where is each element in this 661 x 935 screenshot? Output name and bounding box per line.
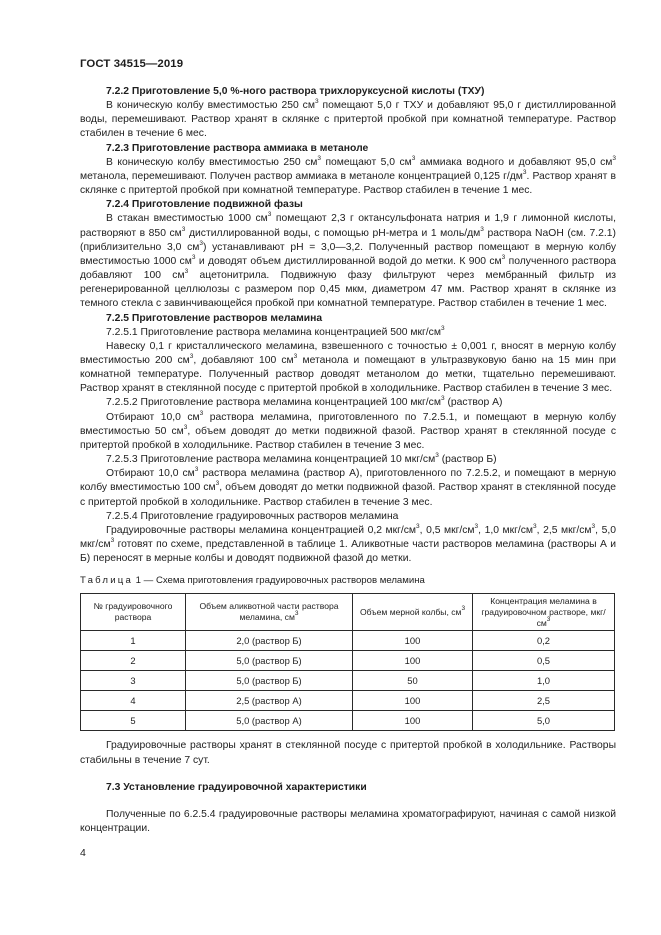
table-header-row [81, 594, 615, 631]
cell-flask: 100 [353, 711, 473, 731]
after-table-text: Градуировочные растворы хранят в стеклянной посуде с притертой пробкой в холодильнике. Растворы стабильны в течение 7 сут. [80, 740, 616, 766]
section-7-2-5-4-text: Градуировочные растворы меламина концентрацией 0,2 мкг/$см^3$, 0,5 мкг/$см^3$, 1,0 мкг/$см^3$, 2,5 мкг/$см^3$, 5,0 мкг/$см^3$ готовят по схеме, представленной в таблице 1. Аликвотные части растворов меламина (растворы А и Б) переносят в мерные колбы и доводят подвижной фазой до метки. [80, 522, 616, 565]
cell-aliquot: 5,0 (раствор Б) [186, 651, 353, 671]
cell-number: 3 [81, 671, 186, 691]
header-solution-number: № градуировочного раствора [81, 594, 186, 631]
cell-concentration: 2,5 [473, 691, 615, 711]
section-7-2-3-text: В коническую колбу вместимостью 250 $см^3$ помещают 5,0 $см^3$ аммиака водного и добавляют 95,0 $см^3$ метанола, перемешивают. Получен раствор аммиака в метаноле концентрацией 0,125 $г/дм^3$. Раствор хранят в склянке с притертой пробкой при комнатной температуре. Раствор стабилен в течение 1 мес. [80, 154, 616, 197]
cell-aliquot: 2,5 (раствор А) [186, 691, 353, 711]
section-7-2-5-2-text: Отбирают 10,0 $см^3$ раствора меламина, приготовленного по 7.2.5.1, и помещают в мерную колбу вместимостью 50 $см^3$, объем доводят до метки подвижной фазой. Раствор хранят в стеклянной посуде с притертой пробкой в холодильнике. Раствор стабилен в течение 3 мес. [80, 409, 617, 451]
cell-aliquot: 5,0 (раствор А) [186, 711, 353, 731]
section-7-2-5-1-title: 7.2.5.1 Приготовление раствора меламина концентрацией 500 мкг/$см^3$ [106, 324, 445, 338]
document-body [80, 85, 616, 836]
cell-number: 5 [81, 711, 186, 731]
section-7-2-5-1-text: Навеску 0,1 г кристаллического меламина, взвешенного с точностью ± 0,001 г, вносят в мерную колбу вместимостью 200 $см^3$, добавляют 100 $см^3$ метанола и помещают в ультразвуковую баню на 15 мин при комнатной температуре. Полученный раствор доводят метанолом до метки, тщательно перемешивают. Раствор хранят в стеклянной посуде с притертой пробкой в холодильнике. Раствор стабилен в течение 3 мес. [80, 340, 616, 395]
section-7-2-5-3-text: Отбирают 10,0 $см^3$ раствора меламина (раствор А), приготовленного по 7.2.5.2, и помещают в мерную колбу вместимостью 100 $см^3$, объем доводят до метки подвижной фазой. Раствор хранят в стеклянной посуде с притертой пробкой в холодильнике. Раствор стабилен в течение 3 мес. [80, 466, 616, 508]
table-row [81, 651, 615, 671]
table-row [81, 711, 615, 731]
cell-aliquot: 5,0 (раствор Б) [186, 671, 353, 691]
header-concentration: Концентрация меламина в градуировочном растворе, мкг/$см^3$ [473, 594, 615, 631]
cell-flask: 100 [353, 631, 473, 651]
cell-concentration: 1,0 [473, 671, 615, 691]
cell-number: 4 [81, 691, 186, 711]
section-7-2-2-text: В коническую колбу вместимостью 250 $см^3$ помещают 5,0 г ТХУ и добавляют 95,0 г дистиллированной воды, перемешивают. Раствор хранят в склянке с притертой пробкой при комнатной температуре. Раствор стабилен в течение 6 мес. [80, 98, 616, 140]
cell-aliquot: 2,0 (раствор Б) [186, 631, 353, 651]
section-7-2-5-2-title: 7.2.5.2 Приготовление раствора меламина концентрацией 100 мкг/$см^3$ (раствор А) [106, 395, 503, 409]
cell-number: 2 [81, 651, 186, 671]
table-caption: Таблица 1 — Схема приготовления градуировочных растворов меламина [80, 575, 425, 587]
section-7-2-4-heading: 7.2.4 Приготовление подвижной фазы [106, 199, 303, 211]
calibration-table [80, 593, 615, 731]
section-7-3-text: Полученные по 6.2.5.4 градуировочные растворы меламина хроматографируют, начиная с самой низкой концентрации. [80, 808, 616, 835]
section-7-2-2-heading: 7.2.2 Приготовление 5,0 %-ного раствора трихлоруксусной кислоты (ТХУ) [106, 86, 485, 97]
cell-concentration: 5,0 [473, 711, 615, 731]
table-row [81, 671, 615, 691]
cell-concentration: 0,2 [473, 631, 615, 651]
section-7-2-4-text: В стакан вместимостью 1000 $см^3$ помещают 2,3 г октансульфоната натрия и 1,9 г лимонной кислоты, растворяют в 850 $см^3$ дистиллированной воды, с помощью рН-метра и 1 моль/$дм^3$ раствора NaOH (см. 7.2.1) (приблизительно 3,0 $см^3$) устанавливают рН = 3,0—3,2. Полученный раствор помещают в мерную колбу вместимостью 1000 $см^3$ и доводят объем дистиллированной водой до метки. К 900 $см^3$ полученного раствора добавляют 100 $см^3$ ацетонитрила. Подвижную фазу фильтруют через мембранный фильтр из регенерированной целлюлозы с размером пор 0,45 мкм, диаметром 47 мм. Раствор хранят в склянке из темного стекла с завинчивающейся пробкой при комнатной температуре. Раствор стабилен в течение 1 мес. [80, 211, 617, 310]
cell-number: 1 [81, 631, 186, 651]
cell-concentration: 0,5 [473, 651, 615, 671]
section-7-2-5-3-title: 7.2.5.3 Приготовление раствора меламина концентрацией 10 мкг/$см^3$ (раствор Б) [106, 452, 497, 466]
table-row [81, 631, 615, 651]
standard-header: ГОСТ 34515—2019 [80, 58, 184, 70]
table-row [81, 691, 615, 711]
cell-flask: 100 [353, 691, 473, 711]
header-aliquot-volume: Объем аликвотной части раствора меламина, $см^3$ [186, 594, 353, 631]
section-7-2-5-4-title: 7.2.5.4 Приготовление градуировочных растворов меламина [106, 510, 399, 522]
header-flask-volume: Объем мерной колбы, $см^3$ [353, 594, 473, 631]
section-7-2-5-heading: 7.2.5 Приготовление растворов меламина [106, 312, 323, 324]
page-number: 4 [80, 847, 86, 859]
section-7-3-heading: 7.3 Установление градуировочной характеристики [106, 781, 367, 793]
cell-flask: 50 [353, 671, 473, 691]
cell-flask: 100 [353, 651, 473, 671]
section-7-2-3-heading: 7.2.3 Приготовление раствора аммиака в метаноле [106, 142, 369, 154]
